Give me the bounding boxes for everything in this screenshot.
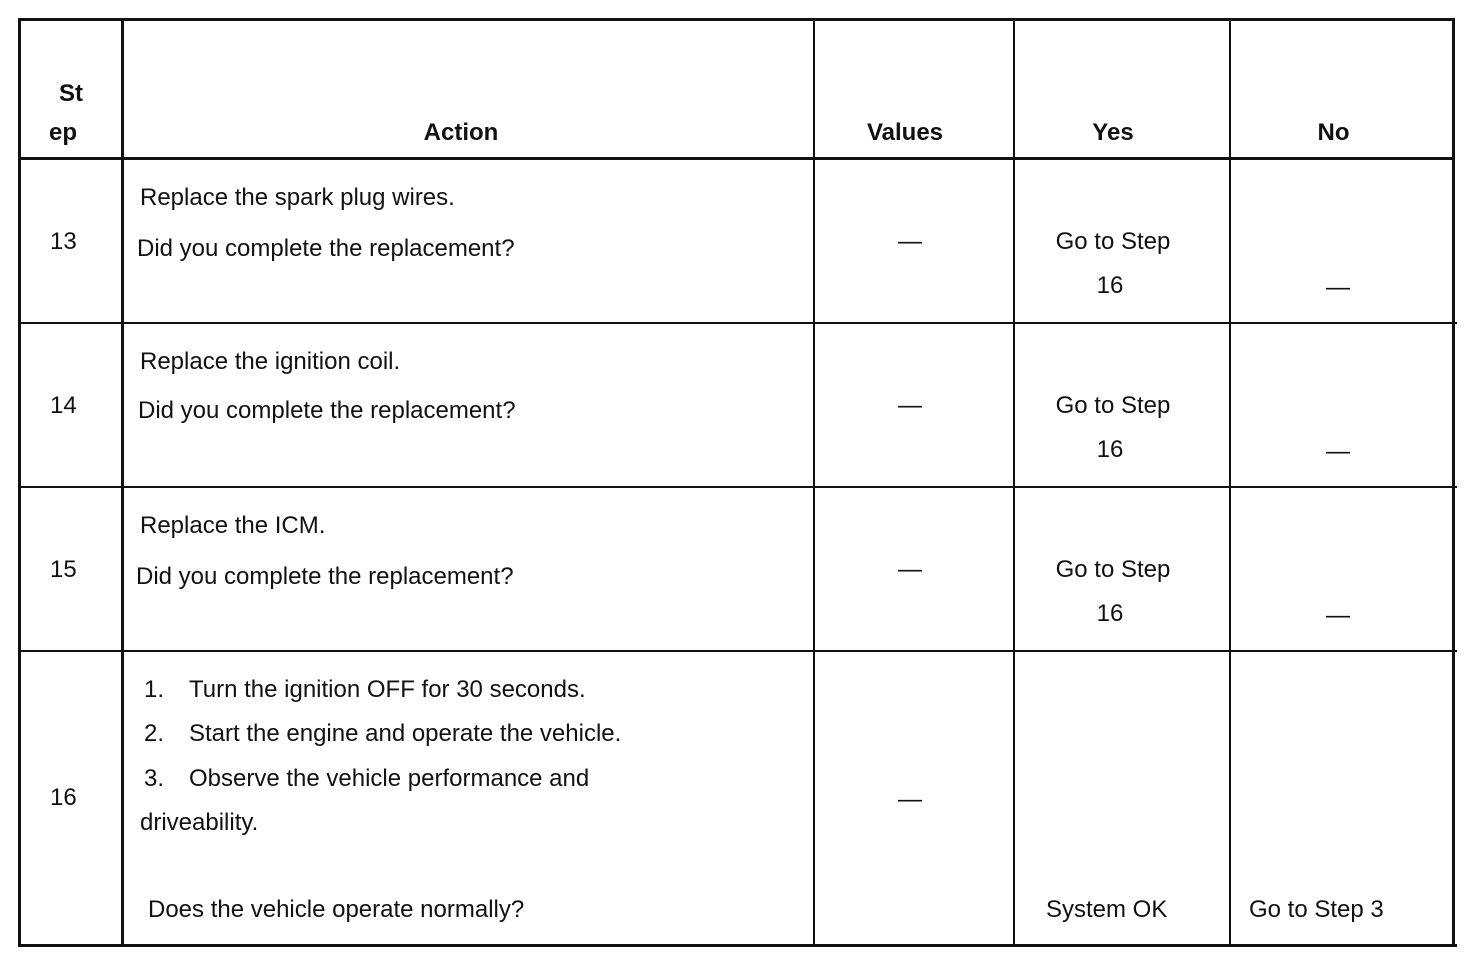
header-step-line1: St [59, 80, 83, 107]
row-values: — [898, 556, 922, 583]
table-row-step: 13 [50, 228, 77, 255]
row-no: Go to Step 3 [1249, 896, 1384, 923]
header-divider [18, 157, 1455, 160]
row-action-question: Did you complete the replacement? [137, 235, 515, 262]
action-item-continuation: driveability. [140, 809, 259, 836]
row-no: — [1326, 274, 1350, 301]
table-border-right [1452, 18, 1455, 947]
row-yes-line1: Go to Step [1055, 556, 1171, 583]
action-item-number: 3. [144, 765, 165, 792]
row-no: — [1326, 438, 1350, 465]
action-item-text: Observe the vehicle performance and [189, 765, 590, 792]
row-yes-line2: 16 [1096, 272, 1124, 299]
row-yes-line2: 16 [1096, 436, 1124, 463]
column-divider [1013, 18, 1015, 947]
table-border-bottom [20, 944, 1457, 947]
header-yes: Yes [1092, 119, 1134, 146]
row-divider [20, 650, 1457, 652]
column-divider [121, 18, 124, 947]
action-item-number: 1. [144, 676, 165, 703]
row-action-question: Does the vehicle operate normally? [148, 896, 525, 923]
column-divider [813, 18, 815, 947]
header-no: No [1317, 119, 1350, 146]
table-row-step: 15 [50, 556, 77, 583]
table-border-top [18, 18, 1455, 21]
row-yes: System OK [1046, 896, 1168, 923]
row-values: — [898, 786, 922, 813]
row-action-line: Replace the spark plug wires. [140, 184, 455, 211]
row-yes-line1: Go to Step [1055, 392, 1171, 419]
row-action-line: Replace the ICM. [140, 512, 326, 539]
row-action-question: Did you complete the replacement? [136, 563, 514, 590]
action-item-text: Turn the ignition OFF for 30 seconds. [189, 676, 586, 703]
header-step-line2: ep [48, 119, 77, 146]
row-values: — [898, 392, 922, 419]
row-no: — [1326, 602, 1350, 629]
row-values: — [898, 228, 922, 255]
row-action-line: Replace the ignition coil. [140, 348, 401, 375]
action-item-text: Start the engine and operate the vehicle. [189, 720, 622, 747]
row-divider [20, 486, 1457, 488]
table-row-step: 14 [50, 392, 77, 419]
table-border-left [18, 18, 21, 947]
table-row-step: 16 [50, 784, 77, 811]
header-action: Action [423, 119, 499, 146]
row-yes-line2: 16 [1096, 600, 1124, 627]
action-item-number: 2. [144, 720, 165, 747]
column-divider [1229, 18, 1231, 947]
header-values: Values [866, 119, 944, 146]
row-action-question: Did you complete the replacement? [138, 397, 516, 424]
row-divider [20, 322, 1457, 324]
row-yes-line1: Go to Step [1055, 228, 1171, 255]
